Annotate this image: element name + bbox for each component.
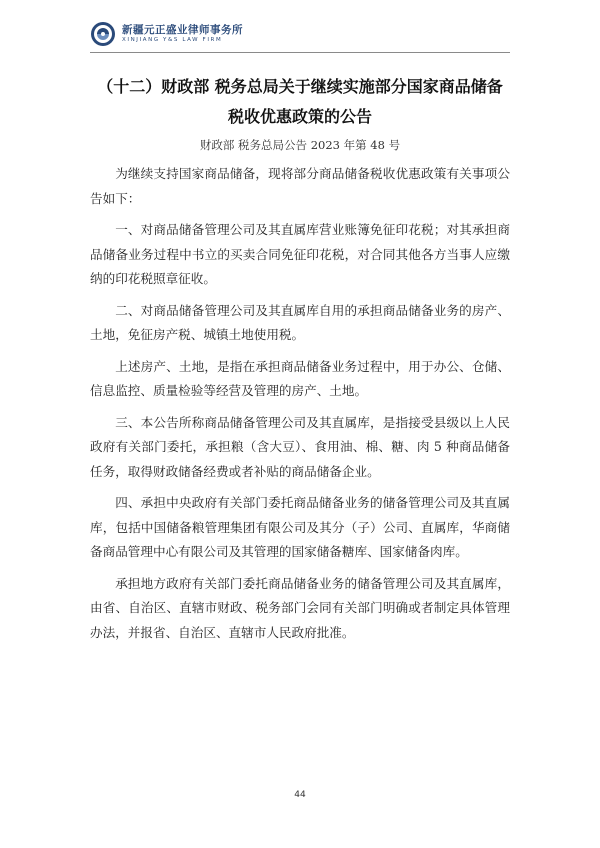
title-line-2: 税收优惠政策的公告 bbox=[227, 107, 372, 126]
law-firm-logo-icon bbox=[90, 21, 116, 47]
paragraph-intro: 为继续支持国家商品储备，现将部分商品储备税收优惠政策有关事项公告如下： bbox=[90, 166, 510, 206]
paragraph-article-1: 一、对商品储备管理公司及其直属库营业账簿免征印花税；对其承担商品储备业务过程中书立的买卖合同免征印花税，对合同其他各方当事人应缴纳的印花税照章征收。 bbox=[90, 222, 510, 286]
document-number: 财政部 税务总局公告 2023 年第 48 号 bbox=[199, 138, 401, 152]
paragraph-article-4-note: 承担地方政府有关部门委托商品储备业务的储备管理公司及其直属库，由省、自治区、直辖市财政、税务部门会同有关部门明确或者制定具体管理办法，并报省、自治区、直辖市人民政府批准。 bbox=[90, 575, 510, 640]
brand-name-cn: 新疆元正盛业律师事务所 bbox=[122, 24, 243, 36]
title-line-1: （十二）财政部 税务总局关于继续实施部分国家商品储备 bbox=[97, 77, 503, 96]
paragraph-article-4: 四、承担中央政府有关部门委托商品储备业务的储备管理公司及其直属库，包括中国储备粮管理集团有限公司及其分（子）公司、直属库，华商储备商品管理中心有限公司及其管理的国家储备糖库、国家储备肉库。 bbox=[90, 495, 510, 559]
page-number: 44 bbox=[294, 790, 306, 800]
paragraph-article-2: 二、对商品储备管理公司及其直属库自用的承担商品储备业务的房产、土地，免征房产税、城镇土地使用税。 bbox=[90, 302, 510, 342]
page-header bbox=[90, 18, 243, 50]
document-title bbox=[80, 72, 520, 132]
paragraph-article-3: 三、本公告所称商品储备管理公司及其直属库，是指接受县级以上人民政府有关部门委托，承担粮（含大豆）、食用油、棉、糖、肉 5 种商品储备任务，取得财政储备经费或者补贴的商品储备企业。 bbox=[90, 414, 510, 479]
document-body bbox=[90, 162, 510, 652]
header-divider bbox=[90, 52, 510, 53]
paragraph-article-2-note: 上述房产、土地，是指在承担商品储备业务过程中，用于办公、仓储、信息监控、质量检验等经营及管理的房产、土地。 bbox=[90, 358, 510, 398]
brand bbox=[122, 25, 243, 43]
brand-name-en: XINJIANG Y&S LAW FIRM bbox=[122, 36, 223, 43]
